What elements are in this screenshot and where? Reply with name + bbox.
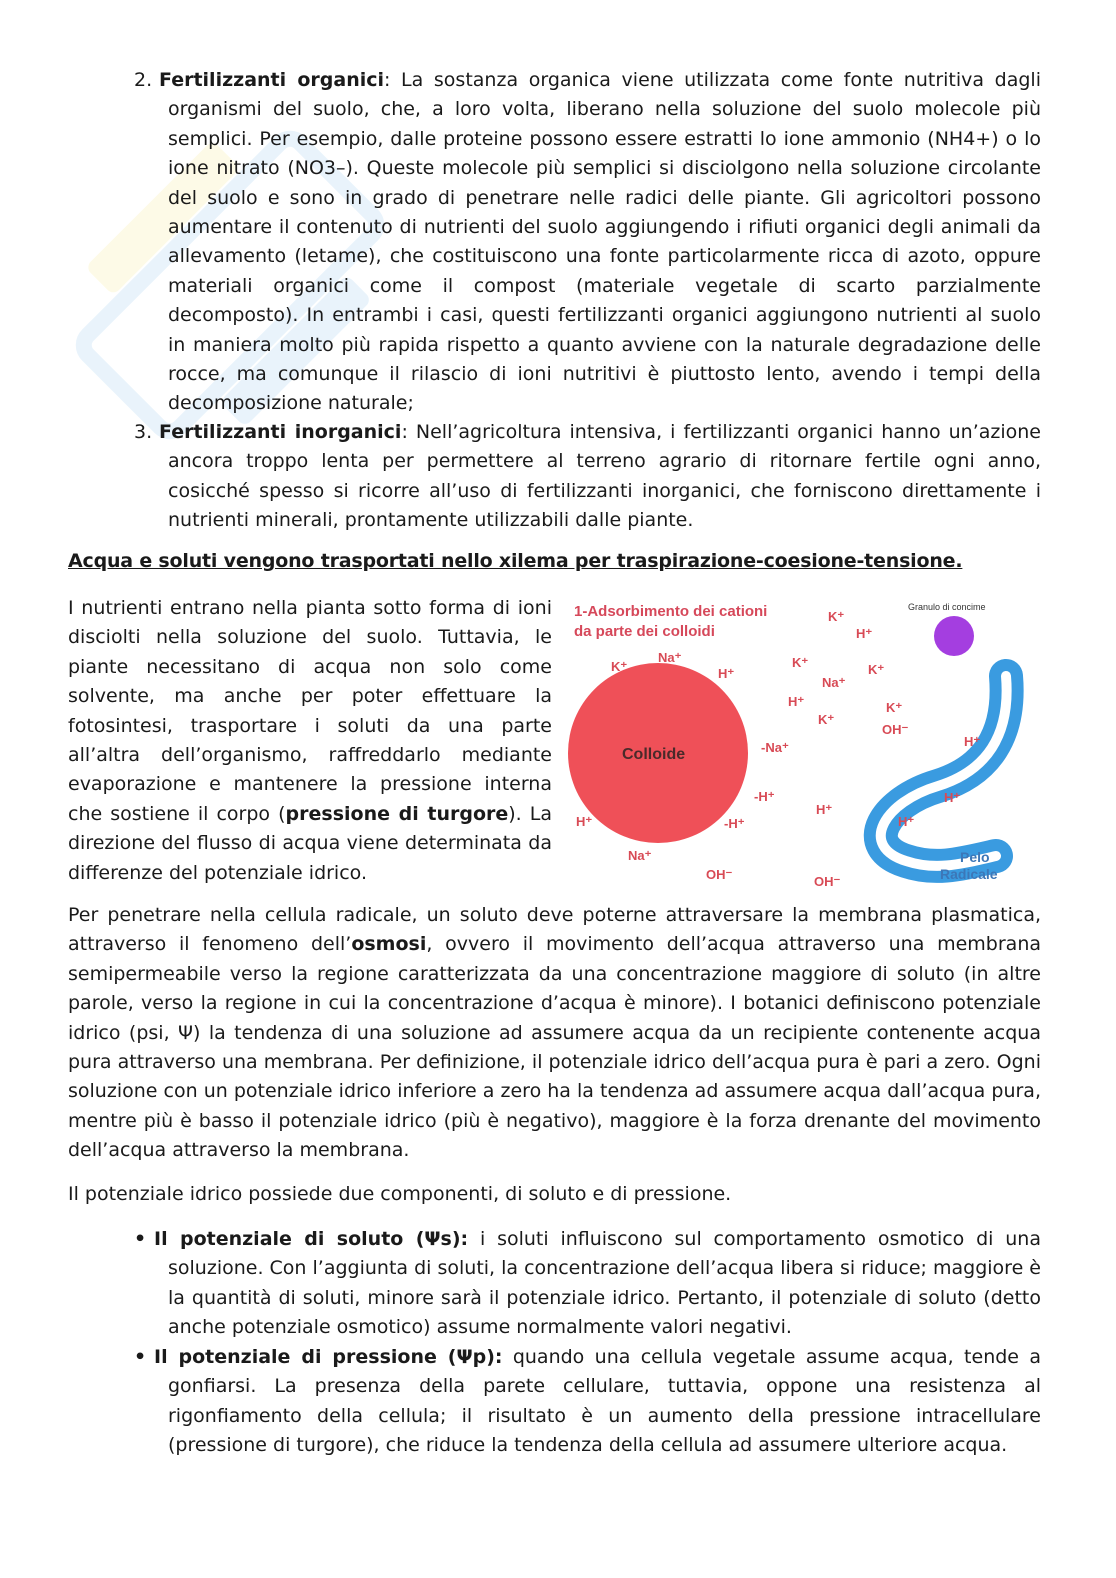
list-item-term: Fertilizzanti organici	[159, 69, 385, 91]
figure-title-line-2: da parte dei colloidi	[574, 623, 715, 640]
colloid-label: Colloide	[622, 746, 686, 763]
ion-na-label: Na⁺	[658, 650, 682, 665]
ion-h-label: H⁺	[788, 694, 805, 709]
ion-k-label: K⁺	[818, 712, 835, 727]
list-item-colon: :	[401, 421, 408, 443]
ion-na-label: Na⁺	[628, 848, 652, 863]
figure-title-line-1: 1-Adsorbimento dei cationi	[574, 603, 768, 620]
ion-h-label: H⁺	[718, 666, 735, 681]
list-item-colon: :	[384, 69, 391, 91]
bullet-term: Il potenziale di soluto (Ψs):	[154, 1228, 469, 1250]
bullet-text: i soluti influiscono sul comportamento osmotico di una soluzione. Con l’aggiunta di soluti, la concentrazione dell’acqua libera si riduce; maggiore è la quantità di soluti, minore sarà il potenziale idrico. Pertanto, il potenziale di soluto (detto anche potenziale osmotico) assume normalmente valori negativi.	[168, 1228, 1041, 1339]
ion-na-bound-label: -Na⁺	[761, 740, 789, 755]
list-number: 3.	[134, 421, 153, 443]
ion-k-label: K⁺	[828, 609, 845, 624]
turgor-pressure-term: pressione di turgore	[285, 802, 509, 825]
ion-h-label: H⁺	[856, 626, 873, 641]
ion-na-label: Na⁺	[822, 675, 846, 690]
ion-k-label: K⁺	[886, 700, 903, 715]
fertilizer-granule-icon	[934, 616, 974, 656]
section-heading: Acqua e soluti vengono trasportati nello xilema per traspirazione-coesione-tensione.	[68, 550, 963, 572]
ion-k-label: K⁺	[611, 659, 628, 674]
osmosis-text-after: , ovvero il movimento dell’acqua attraverso una membrana semipermeabile verso la regione caratterizzata da una concentrazione maggiore di soluto (in altre parole, verso la regione in cui la concentrazione d’acqua è minore). I botanici definiscono potenziale idrico (psi, Ψ) la tendenza di una soluzione ad assumere acqua da un recipiente contenente acqua pura attraverso una membrana. Per definizione, il potenziale idrico dell’acqua pura è pari a zero. Ogni soluzione con un potenziale idrico inferiore a zero ha la tendenza ad assumere acqua dall’acqua pura, mentre più è basso il potenziale idrico (più è negativo), maggiore è la forza drenante del movimento dell’acqua attraverso la membrana.	[68, 933, 1042, 1162]
ion-h-bound-label: -H⁺	[754, 789, 775, 804]
list-item-inorganic-fertilizers	[159, 418, 1041, 536]
ion-h-label: H⁺	[964, 734, 981, 749]
granule-label: Granulo di concime	[908, 602, 986, 612]
intro-paragraph	[68, 594, 552, 888]
root-hair-label-2: Radicale	[940, 866, 998, 882]
osmosis-term: osmosi	[351, 933, 427, 956]
bullet-term: Il potenziale di pressione (Ψp):	[154, 1346, 503, 1368]
ion-h-label: H⁺	[898, 814, 915, 829]
list-item-term: Fertilizzanti inorganici	[159, 421, 402, 443]
components-intro: Il potenziale idrico possiede due componenti, di soluto e di pressione.	[68, 1183, 732, 1205]
root-hair-label-1: Pelo	[960, 849, 990, 865]
ion-oh-label: OH⁻	[882, 722, 909, 737]
ion-oh-label: OH⁻	[814, 874, 841, 889]
bullet-pressure-potential	[154, 1343, 1041, 1461]
ion-oh-label: OH⁻	[706, 867, 733, 882]
ion-h-label: H⁺	[576, 814, 593, 829]
intro-text-before: I nutrienti entrano nella pianta sotto forma di ioni disciolti nella soluzione del suolo. Tuttavia, le piante necessitano di acqua non solo come solvente, ma anche per poter effettuare la fotosintesi, trasportare i soluti da una parte all’altra dell’organismo, raffreddarlo mediante evaporazione e mantenere la pressione interna che sostiene il corpo (	[68, 597, 552, 825]
list-number: 2.	[134, 69, 153, 91]
ion-h-bound-label: -H⁺	[724, 816, 745, 831]
ion-k-label: K⁺	[868, 662, 885, 677]
list-item-text: La sostanza organica viene utilizzata come fonte nutritiva dagli organismi del suolo, che, a loro volta, liberano nella soluzione del suolo molecole più semplici. Per esempio, dalle proteine possono essere estratti lo ione ammonio (NH4+) o lo ione nitrato (NO3–). Queste molecole più semplici si disciolgono nella soluzione circolante del suolo e sono in grado di penetrare nelle radici delle piante. Gli agricoltori possono aumentare il contenuto di nutrienti del suolo aggiungendo i rifiuti organici degli animali da allevamento (letame), che costituiscono una fonte particolarmente ricca di azoto, oppure materiali organici come il compost (materiale vegetale di scarto parzialmente decomposto). In entrambi i casi, questi fertilizzanti organici aggiungono nutrienti al suolo in maniera molto più rapida rispetto a quanto avviene con la naturale degradazione delle rocce, ma comunque il rilascio di ioni nutritivi è piuttosto lento, avendo i tempi della decomposizione naturale;	[168, 69, 1041, 415]
ion-k-label: K⁺	[792, 655, 809, 670]
bullet-text: quando una cellula vegetale assume acqua, tende a gonfiarsi. La presenza della parete cellulare, tuttavia, oppone una resistenza al rigonfiamento della cellula; il risultato è un aumento della pressione intracellulare (pressione di turgore), che riduce la tendenza della cellula ad assumere ulteriore acqua.	[168, 1346, 1041, 1457]
cation-adsorption-figure	[566, 596, 1036, 896]
osmosis-paragraph	[68, 901, 1041, 1166]
list-item-organic-fertilizers	[159, 66, 1041, 419]
bullet-marker: •	[134, 1228, 147, 1250]
list-item-text: Nell’agricoltura intensiva, i fertilizzanti organici hanno un’azione ancora troppo lenta per permettere al terreno agrario di ritornare fertile ogni anno, cosicché spesso si ricorre all’uso di fertilizzanti inorganici, che forniscono direttamente i nutrienti minerali, prontamente utilizzabili dalle piante.	[168, 421, 1041, 532]
intro-text-after: ). La direzione del flusso di acqua viene determinata da differenze del potenziale idrico.	[68, 802, 553, 884]
bullet-marker: •	[134, 1346, 147, 1368]
ion-h-label: H⁺	[816, 802, 833, 817]
bullet-solute-potential	[154, 1225, 1041, 1343]
osmosis-text-before: Per penetrare nella cellula radicale, un soluto deve poterne attraversare la membrana plasmatica, attraverso il fenomeno dell’	[68, 904, 1041, 956]
ion-h-label: H⁺	[944, 790, 961, 805]
